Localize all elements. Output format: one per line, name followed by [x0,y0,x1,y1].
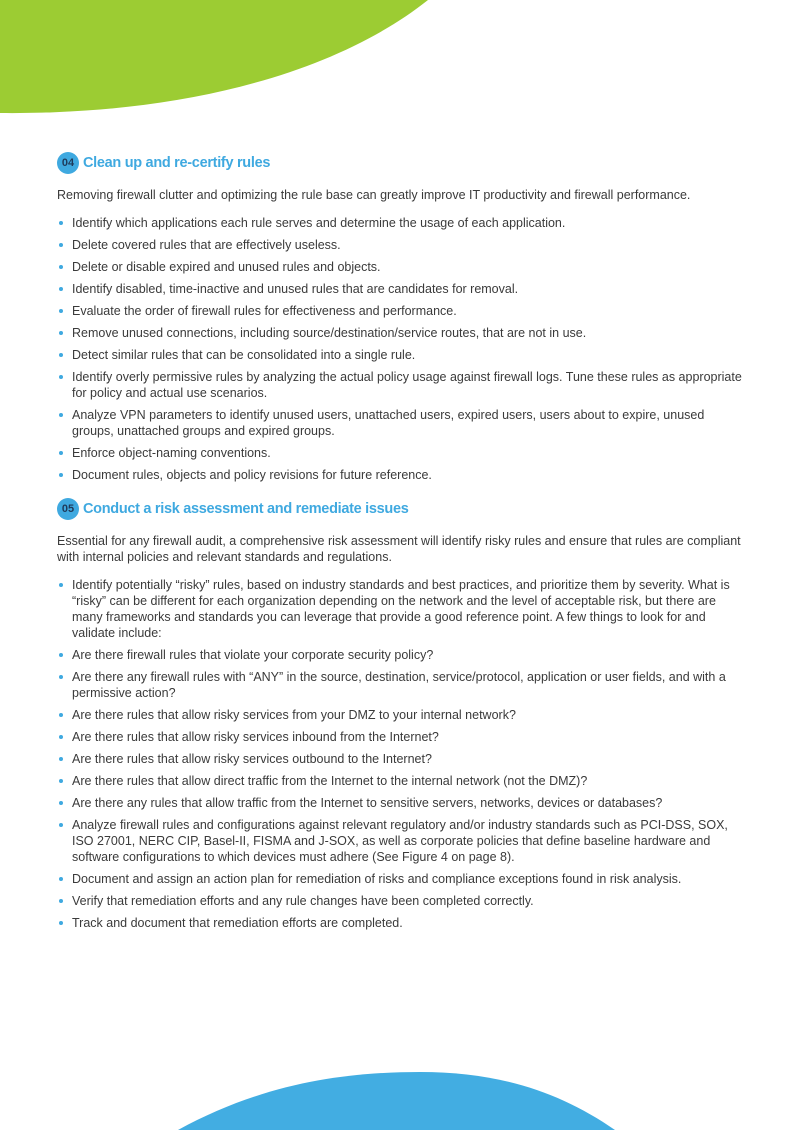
list-item [57,215,745,231]
bullet-dot-icon [59,451,63,455]
list-item [57,647,745,663]
section-intro: Essential for any firewall audit, a comprehensive risk assessment will identify risky rules and ensure that rules are compliant with internal policies and relevant standards and regulations. [57,534,741,564]
list-item [57,817,745,865]
list-item-text: Remove unused connections, including source/destination/service routes, that are not in use. [72,326,587,340]
list-item-text: Are there rules that allow risky services from your DMZ to your internal network? [72,708,516,722]
bullet-dot-icon [59,653,63,657]
list-item [57,407,745,439]
section-cleanup [57,152,745,489]
list-item-text: Track and document that remediation efforts are completed. [72,916,403,930]
section-intro: Removing firewall clutter and optimizing the rule base can greatly improve IT productivity and firewall performance. [57,188,691,202]
list-item [57,751,745,767]
list-item-text: Delete covered rules that are effectively useless. [72,238,341,252]
list-item-text: Identify potentially “risky” rules, based on industry standards and best practices, and prioritize them by severity. What is “risky” can be different for each organization depending on the network and the level of acceptable risk, but there are many frameworks and standards you can leverage that provide a good reference point. A few things to look for and validate include: [72,578,730,640]
list-item [57,303,745,319]
list-item-text: Analyze firewall rules and configurations against relevant regulatory and/or industry standards such as PCI-DSS, SOX, ISO 27001, NERC CIP, Basel-II, FISMA and J-SOX, as well as corporate policies that define baseline hardware and software configurations to which devices must adhere (See Figure 4 on page 8). [72,818,728,864]
section-number-badge: 04 [57,152,79,174]
list-item [57,773,745,789]
list-item-text: Detect similar rules that can be consolidated into a single rule. [72,348,416,362]
bullet-dot-icon [59,473,63,477]
list-item [57,467,745,483]
bullet-dot-icon [59,823,63,827]
section-title: Clean up and re-certify rules [83,155,271,171]
section-risk-assessment [57,498,745,937]
list-item [57,669,745,701]
bullet-dot-icon [59,921,63,925]
list-item [57,707,745,723]
list-item-text: Are there rules that allow direct traffic from the Internet to the internal network (not the DMZ)? [72,774,588,788]
list-item [57,369,745,401]
list-item [57,281,745,297]
bullet-dot-icon [59,675,63,679]
bullet-dot-icon [59,287,63,291]
list-item-text: Enforce object-naming conventions. [72,446,271,460]
list-item-text: Evaluate the order of firewall rules for effectiveness and performance. [72,304,457,318]
bullet-dot-icon [59,779,63,783]
list-item-text: Identify overly permissive rules by analyzing the actual policy usage against firewall logs. Tune these rules as appropriate for policy and actual use scenarios. [72,370,742,400]
bullet-dot-icon [59,353,63,357]
list-item [57,577,745,641]
list-item-text: Delete or disable expired and unused rules and objects. [72,260,381,274]
bullet-list [57,215,745,483]
bullet-dot-icon [59,243,63,247]
list-item-text: Are there any firewall rules with “ANY” in the source, destination, service/protocol, application or user fields, and with a permissive action? [72,670,726,700]
list-item-text: Analyze VPN parameters to identify unused users, unattached users, expired users, users about to expire, unused groups, unattached groups and expired groups. [72,408,705,438]
list-item-text: Identify which applications each rule serves and determine the usage of each application. [72,216,566,230]
bullet-dot-icon [59,265,63,269]
list-item [57,915,745,931]
list-item-text: Verify that remediation efforts and any rule changes have been completed correctly. [72,894,534,908]
bullet-dot-icon [59,757,63,761]
bullet-dot-icon [59,331,63,335]
list-item [57,795,745,811]
bullet-dot-icon [59,221,63,225]
list-item-text: Are there firewall rules that violate your corporate security policy? [72,648,434,662]
bullet-dot-icon [59,713,63,717]
list-item [57,237,745,253]
list-item-text: Are there rules that allow risky services outbound to the Internet? [72,752,432,766]
list-item-text: Document rules, objects and policy revisions for future reference. [72,468,432,482]
list-item [57,729,745,745]
bullet-list [57,577,745,931]
list-item-text: Document and assign an action plan for remediation of risks and compliance exceptions found in risk analysis. [72,872,682,886]
bullet-dot-icon [59,735,63,739]
bullet-dot-icon [59,899,63,903]
list-item [57,259,745,275]
section-header [57,498,745,520]
bullet-dot-icon [59,801,63,805]
list-item [57,871,745,887]
blue-bottom-shape [178,1072,615,1130]
bullet-dot-icon [59,309,63,313]
section-number-badge: 05 [57,498,79,520]
bullet-dot-icon [59,413,63,417]
bullet-dot-icon [59,583,63,587]
list-item-text: Identify disabled, time-inactive and unused rules that are candidates for removal. [72,282,519,296]
list-item [57,445,745,461]
list-item-text: Are there rules that allow risky services inbound from the Internet? [72,730,439,744]
section-header [57,152,745,174]
list-item [57,893,745,909]
bullet-dot-icon [59,877,63,881]
green-corner-shape [0,0,428,113]
list-item [57,347,745,363]
section-title: Conduct a risk assessment and remediate issues [83,501,409,517]
list-item-text: Are there any rules that allow traffic from the Internet to sensitive servers, networks, devices or databases? [72,796,663,810]
bullet-dot-icon [59,375,63,379]
list-item [57,325,745,341]
